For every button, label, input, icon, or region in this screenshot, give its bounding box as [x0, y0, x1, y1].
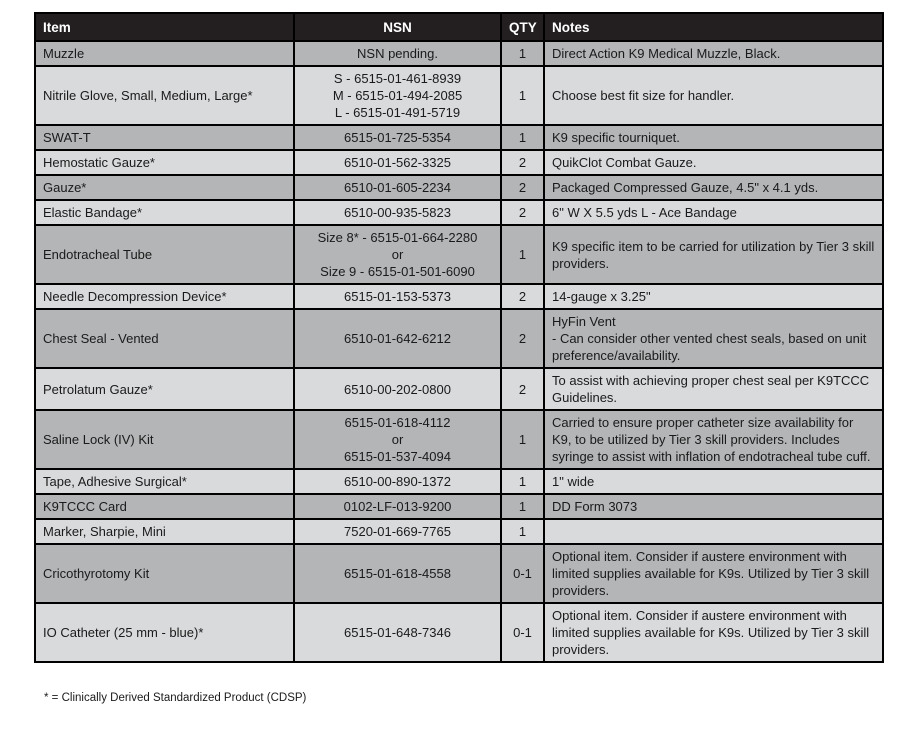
- item-cell: [35, 125, 294, 150]
- notes-cell: [544, 309, 883, 368]
- table-row: [35, 66, 883, 125]
- item-cell: [35, 150, 294, 175]
- nsn-cell: [294, 469, 501, 494]
- notes-cell: [544, 200, 883, 225]
- item-cell: [35, 225, 294, 284]
- cell-line: Choose best fit size for handler.: [552, 88, 735, 103]
- cell-line: 0-1: [513, 625, 532, 640]
- nsn-cell: [294, 519, 501, 544]
- item-cell: [35, 469, 294, 494]
- qty-cell: [501, 309, 544, 368]
- cell-line: 0-1: [513, 566, 532, 581]
- column-header-qty: QTY: [501, 13, 544, 41]
- cell-line: Size 8* - 6515-01-664-2280: [317, 230, 478, 245]
- cell-line: Nitrile Glove, Small, Medium, Large*: [43, 88, 253, 103]
- cell-line: 6510-01-642-6212: [344, 331, 451, 346]
- table-row: [35, 309, 883, 368]
- table-row: [35, 200, 883, 225]
- cell-line: 6" W X 5.5 yds L - Ace Bandage: [552, 205, 737, 220]
- item-cell: [35, 603, 294, 662]
- nsn-cell: [294, 410, 501, 469]
- item-cell: [35, 519, 294, 544]
- cell-line: 6515-01-648-7346: [344, 625, 451, 640]
- cell-line: 1" wide: [552, 474, 595, 489]
- cell-line: K9 specific item to be carried for utilization by Tier 3 skill providers.: [552, 238, 875, 271]
- nsn-cell: [294, 494, 501, 519]
- cell-line: 1: [518, 130, 527, 145]
- cell-line: 2: [518, 205, 527, 220]
- qty-cell: [501, 368, 544, 410]
- cell-line: 6515-01-725-5354: [344, 130, 451, 145]
- cell-line: 6515-01-618-4112: [344, 415, 451, 430]
- table-row: [35, 150, 883, 175]
- item-cell: [35, 284, 294, 309]
- cell-line: 1: [518, 88, 527, 103]
- nsn-cell: [294, 41, 501, 66]
- nsn-cell: [294, 150, 501, 175]
- cell-line: 6510-00-935-5823: [344, 205, 451, 220]
- item-cell: [35, 175, 294, 200]
- k9-medical-kit-table: [34, 12, 884, 663]
- cell-line: 2: [518, 331, 527, 346]
- nsn-cell: [294, 309, 501, 368]
- cell-line: Elastic Bandage*: [43, 205, 143, 220]
- cell-line: 1: [518, 524, 527, 539]
- cell-line: Hemostatic Gauze*: [43, 155, 155, 170]
- cell-line: Saline Lock (IV) Kit: [43, 432, 154, 447]
- notes-cell: [544, 175, 883, 200]
- cell-line: Tape, Adhesive Surgical*: [43, 474, 187, 489]
- qty-cell: [501, 200, 544, 225]
- cell-line: 6510-01-562-3325: [344, 155, 451, 170]
- cell-line: 2: [518, 155, 527, 170]
- cell-line: 6510-00-890-1372: [344, 474, 451, 489]
- cell-line: or: [391, 247, 404, 262]
- table-row: [35, 368, 883, 410]
- qty-cell: [501, 66, 544, 125]
- cell-line: Petrolatum Gauze*: [43, 381, 153, 397]
- cell-line: QuikClot Combat Gauze.: [552, 155, 697, 170]
- cell-line: Optional item. Consider if austere environment with limited supplies available for K9s. Utilized by Tier 3 skill providers.: [552, 608, 870, 657]
- qty-cell: [501, 225, 544, 284]
- table-header-row: [35, 13, 883, 41]
- table-row: [35, 41, 883, 66]
- cell-line: 1: [518, 432, 527, 447]
- cell-line: 6515-01-537-4094: [344, 449, 451, 464]
- cell-line: Direct Action K9 Medical Muzzle, Black.: [552, 46, 781, 61]
- notes-cell: [544, 603, 883, 662]
- cell-line: IO Catheter (25 mm - blue)*: [43, 625, 204, 640]
- cell-line: Cricothyrotomy Kit: [43, 566, 150, 581]
- cell-line: To assist with achieving proper chest seal per K9TCCC Guidelines.: [552, 373, 870, 405]
- notes-cell: [544, 66, 883, 125]
- cell-line: Gauze*: [43, 180, 87, 195]
- cell-line: SWAT-T: [43, 130, 91, 145]
- cell-line: 6510-00-202-0800: [344, 381, 451, 397]
- cell-line: 14-gauge x 3.25": [552, 289, 651, 304]
- table-row: [35, 125, 883, 150]
- cell-line: Marker, Sharpie, Mini: [43, 524, 166, 539]
- item-cell: [35, 309, 294, 368]
- qty-cell: [501, 150, 544, 175]
- notes-cell: [544, 284, 883, 309]
- cell-line: 2: [518, 289, 527, 304]
- cell-line: 7520-01-669-7765: [344, 524, 451, 539]
- cell-line: 6515-01-618-4558: [344, 566, 451, 581]
- cell-line: Packaged Compressed Gauze, 4.5" x 4.1 yds.: [552, 180, 819, 195]
- item-cell: [35, 494, 294, 519]
- nsn-cell: [294, 544, 501, 603]
- cell-line: 0102-LF-013-9200: [343, 499, 452, 514]
- qty-cell: [501, 175, 544, 200]
- notes-cell: [544, 225, 883, 284]
- footnote: * = Clinically Derived Standardized Product (CDSP): [44, 692, 307, 704]
- qty-cell: [501, 284, 544, 309]
- item-cell: [35, 66, 294, 125]
- table-row: [35, 603, 883, 662]
- item-cell: [35, 410, 294, 469]
- notes-cell: [544, 150, 883, 175]
- cell-line: S - 6515-01-461-8939: [333, 71, 462, 86]
- item-cell: [35, 368, 294, 410]
- column-header-nsn: NSN: [294, 13, 501, 41]
- table-row: [35, 544, 883, 603]
- nsn-cell: [294, 284, 501, 309]
- cell-line: 2: [518, 180, 527, 195]
- cell-line: 2: [518, 381, 527, 397]
- cell-line: Endotracheal Tube: [43, 247, 153, 262]
- table-row: [35, 519, 883, 544]
- item-cell: [35, 41, 294, 66]
- cell-line: Optional item. Consider if austere environment with limited supplies available for K9s. Utilized by Tier 3 skill providers.: [552, 549, 870, 598]
- cell-line: M - 6515-01-494-2085: [332, 88, 463, 103]
- qty-cell: [501, 603, 544, 662]
- cell-line: K9 specific tourniquet.: [552, 130, 680, 145]
- cell-line: Size 9 - 6515-01-501-6090: [320, 264, 475, 279]
- cell-line: K9TCCC Card: [43, 499, 127, 514]
- notes-cell: [544, 519, 883, 544]
- qty-cell: [501, 494, 544, 519]
- cell-line: 1: [518, 474, 527, 489]
- cell-line: 6510-01-605-2234: [344, 180, 451, 195]
- nsn-cell: [294, 200, 501, 225]
- cell-line: Needle Decompression Device*: [43, 289, 227, 304]
- cell-line: or: [391, 432, 404, 447]
- cell-line: Muzzle: [43, 46, 85, 61]
- qty-cell: [501, 410, 544, 469]
- table-row: [35, 469, 883, 494]
- qty-cell: [501, 41, 544, 66]
- column-header-item: Item: [35, 13, 294, 41]
- notes-cell: [544, 410, 883, 469]
- nsn-cell: [294, 368, 501, 410]
- table-row: [35, 175, 883, 200]
- cell-line: Carried to ensure proper catheter size availability for K9, to be utilized by Tier 3 skill providers. Includes syringe to assist with inflation of endotracheal tube cuff.: [552, 415, 871, 464]
- cell-line: DD Form 3073: [552, 499, 638, 514]
- item-cell: [35, 544, 294, 603]
- nsn-cell: [294, 603, 501, 662]
- qty-cell: [501, 519, 544, 544]
- column-header-notes: Notes: [544, 13, 883, 41]
- table-row: [35, 284, 883, 309]
- cell-line: NSN pending.: [357, 46, 438, 61]
- table-row: [35, 225, 883, 284]
- table-row: [35, 494, 883, 519]
- notes-cell: [544, 494, 883, 519]
- cell-line: - Can consider other vented chest seals, based on unit preference/availability.: [552, 331, 867, 363]
- nsn-cell: [294, 125, 501, 150]
- nsn-cell: [294, 66, 501, 125]
- cell-line: HyFin Vent: [552, 314, 616, 329]
- notes-cell: [544, 469, 883, 494]
- notes-cell: [544, 125, 883, 150]
- qty-cell: [501, 469, 544, 494]
- cell-line: Chest Seal - Vented: [43, 331, 159, 346]
- qty-cell: [501, 544, 544, 603]
- cell-line: 1: [518, 247, 527, 262]
- nsn-cell: [294, 225, 501, 284]
- item-cell: [35, 200, 294, 225]
- qty-cell: [501, 125, 544, 150]
- cell-line: L - 6515-01-491-5719: [334, 105, 461, 120]
- notes-cell: [544, 368, 883, 410]
- cell-line: 6515-01-153-5373: [344, 289, 451, 304]
- notes-cell: [544, 544, 883, 603]
- table-row: [35, 410, 883, 469]
- notes-cell: [544, 41, 883, 66]
- nsn-cell: [294, 175, 501, 200]
- cell-line: 1: [518, 46, 527, 61]
- cell-line: 1: [518, 499, 527, 514]
